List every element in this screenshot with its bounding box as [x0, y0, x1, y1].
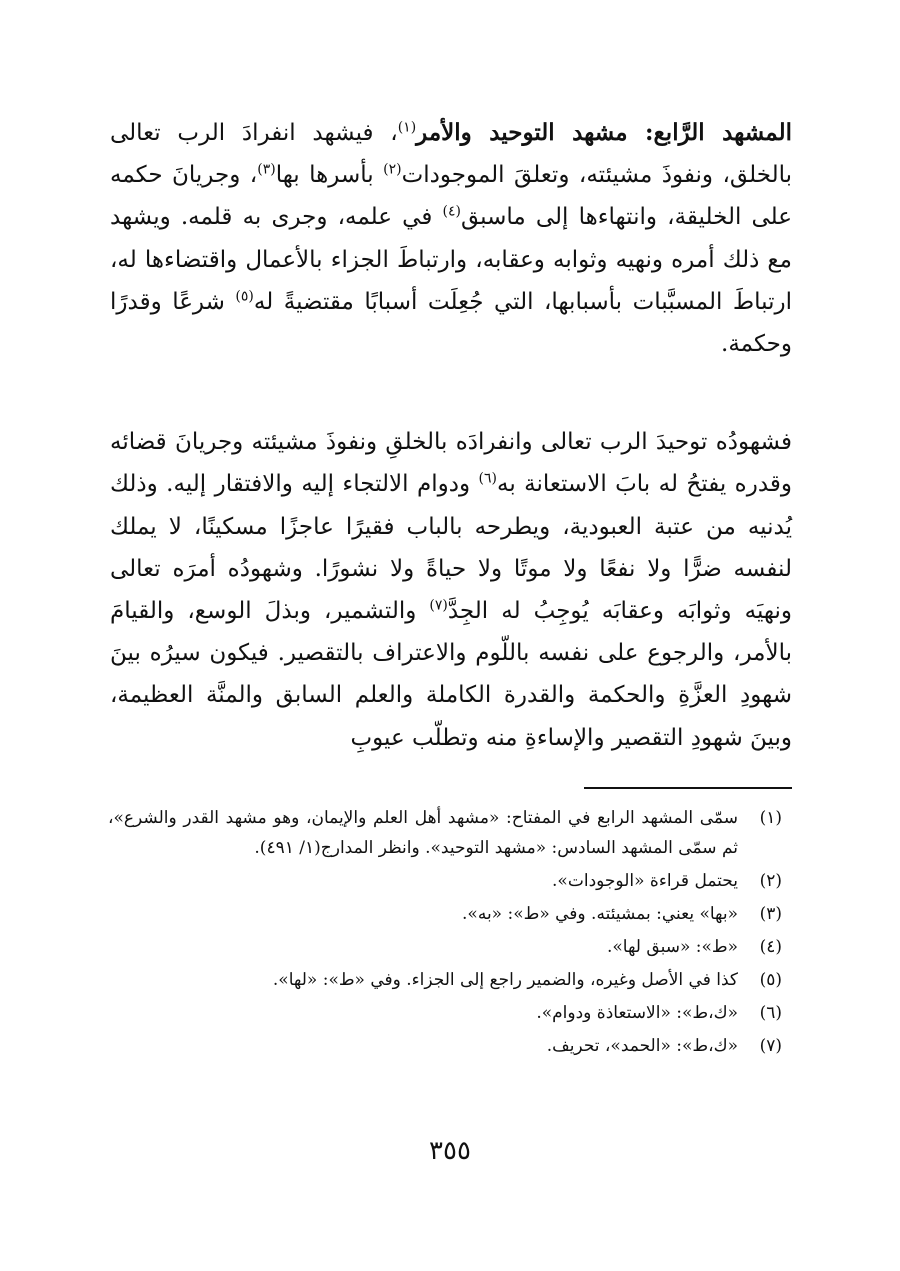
paragraph-text: ودوام الالتجاء إليه والافتقار إليه. وذلك يُدنيه من عتبة العبودية، ويطرحه بالباب فقيرًا عاجزًا مسكينًا، لا يملك لنفسه ضرًّا ولا نفعًا ولا موتًا ولا حياةً ولا نشورًا. وشهودُه أمرَه تعالى ونهيَه وثوابَه وعقابَه يُوجِبُ له الجِدَّ: [110, 471, 792, 625]
footnote-number: (٧): [759, 1036, 782, 1056]
paragraph-text: بأسرها بها: [275, 162, 384, 189]
footnote-separator: [584, 787, 792, 789]
footnote-number: (١): [759, 808, 782, 828]
footnote-item: [108, 998, 782, 1028]
footnote-ref-4[interactable]: (٤): [442, 203, 461, 220]
footnotes: [108, 803, 782, 1064]
footnote-number: (٢): [759, 871, 782, 891]
paragraph-text: في علمه، وجرى به قلمه. ويشهد مع ذلك أمره ونهيه وثوابه وعقابه، وارتباطَ الجزاء بالأعمال واقتضاءها له، ارتباطَ المسبَّبات بأسبابها، التي جُعِلَت أسبابًا مقتضيةً له: [110, 204, 792, 315]
footnote-text: «ط»: «سبق لها».: [606, 937, 738, 957]
footnote-ref-6[interactable]: (٦): [478, 470, 497, 487]
paragraph-text: ، فيشهد انفرادَ الرب تعالى بالخلق، ونفوذَ مشيئته، وتعلقَ الموجودات: [110, 120, 792, 189]
footnote-text: كذا في الأصل وغيره، والضمير راجع إلى الجزاء. وفي «ط»: «لها».: [272, 970, 738, 990]
footnote-number: (٥): [759, 970, 782, 990]
footnote-item: [108, 965, 782, 995]
footnote-ref-7[interactable]: (٧): [429, 597, 448, 614]
footnote-text: سمّى المشهد الرابع في المفتاح: «مشهد أهل العلم والإيمان، وهو مشهد القدر والشرع»، ثم سمّى المشهد السادس: «مشهد التوحيد». وانظر المدارج(١/ ٤٩١).: [108, 808, 738, 858]
footnote-item: [108, 932, 782, 962]
footnote-number: (٣): [759, 904, 782, 924]
footnote-text: «ك،ط»: «الحمد»، تحريف.: [546, 1036, 738, 1056]
section-heading: المشهد الرَّابع: مشهد التوحيد والأمر: [416, 119, 792, 146]
footnote-text: «ك،ط»: «الاستعاذة ودوام».: [536, 1003, 738, 1023]
footnote-item: [108, 899, 782, 929]
footnote-ref-3[interactable]: (٣): [257, 161, 276, 178]
footnote-number: (٤): [759, 937, 782, 957]
footnote-ref-1[interactable]: (١): [397, 119, 417, 136]
footnote-text: «بها» يعني: بمشيئته. وفي «ط»: «به».: [462, 904, 738, 924]
paragraph-text: ، وجريانَ حكمه على الخليقة، وانتهاءها إلى ماسبق: [110, 162, 793, 231]
page-number: ٣٥٥: [429, 1136, 471, 1166]
paragraph-1: [110, 112, 792, 365]
main-text: [110, 112, 792, 759]
footnote-item: [108, 1031, 782, 1061]
paragraph-text: شرعًا وقدرًا وحكمة.: [110, 288, 792, 358]
footnote-text: يحتمل قراءة «الوجودات».: [552, 871, 738, 891]
footnote-item: [108, 803, 782, 863]
footnote-item: [108, 866, 782, 896]
paragraph-text: والتشمير، وبذلَ الوسع، والقيامَ بالأمر، والرجوع على نفسه باللّوم والاعتراف بالتقصير. فيكون سيرُه بينَ شهودِ العزَّةِ والحكمة والقدرة الكاملة والعلم السابق والمنَّة العظيمة، وبينَ شهودِ التقصير والإساءةِ منه وتطلّب عيوبِ: [110, 598, 792, 751]
footnote-number: (٦): [759, 1003, 782, 1023]
paragraph-text: فشهودُه توحيدَ الرب تعالى وانفرادَه بالخلقِ ونفوذَ مشيئته وجريانَ قضائه وقدره يفتحُ له بابَ الاستعانة به: [110, 429, 792, 498]
footnote-ref-2[interactable]: (٢): [383, 161, 402, 178]
paragraph-2: [110, 421, 792, 759]
footnote-ref-5[interactable]: (٥): [235, 288, 254, 305]
